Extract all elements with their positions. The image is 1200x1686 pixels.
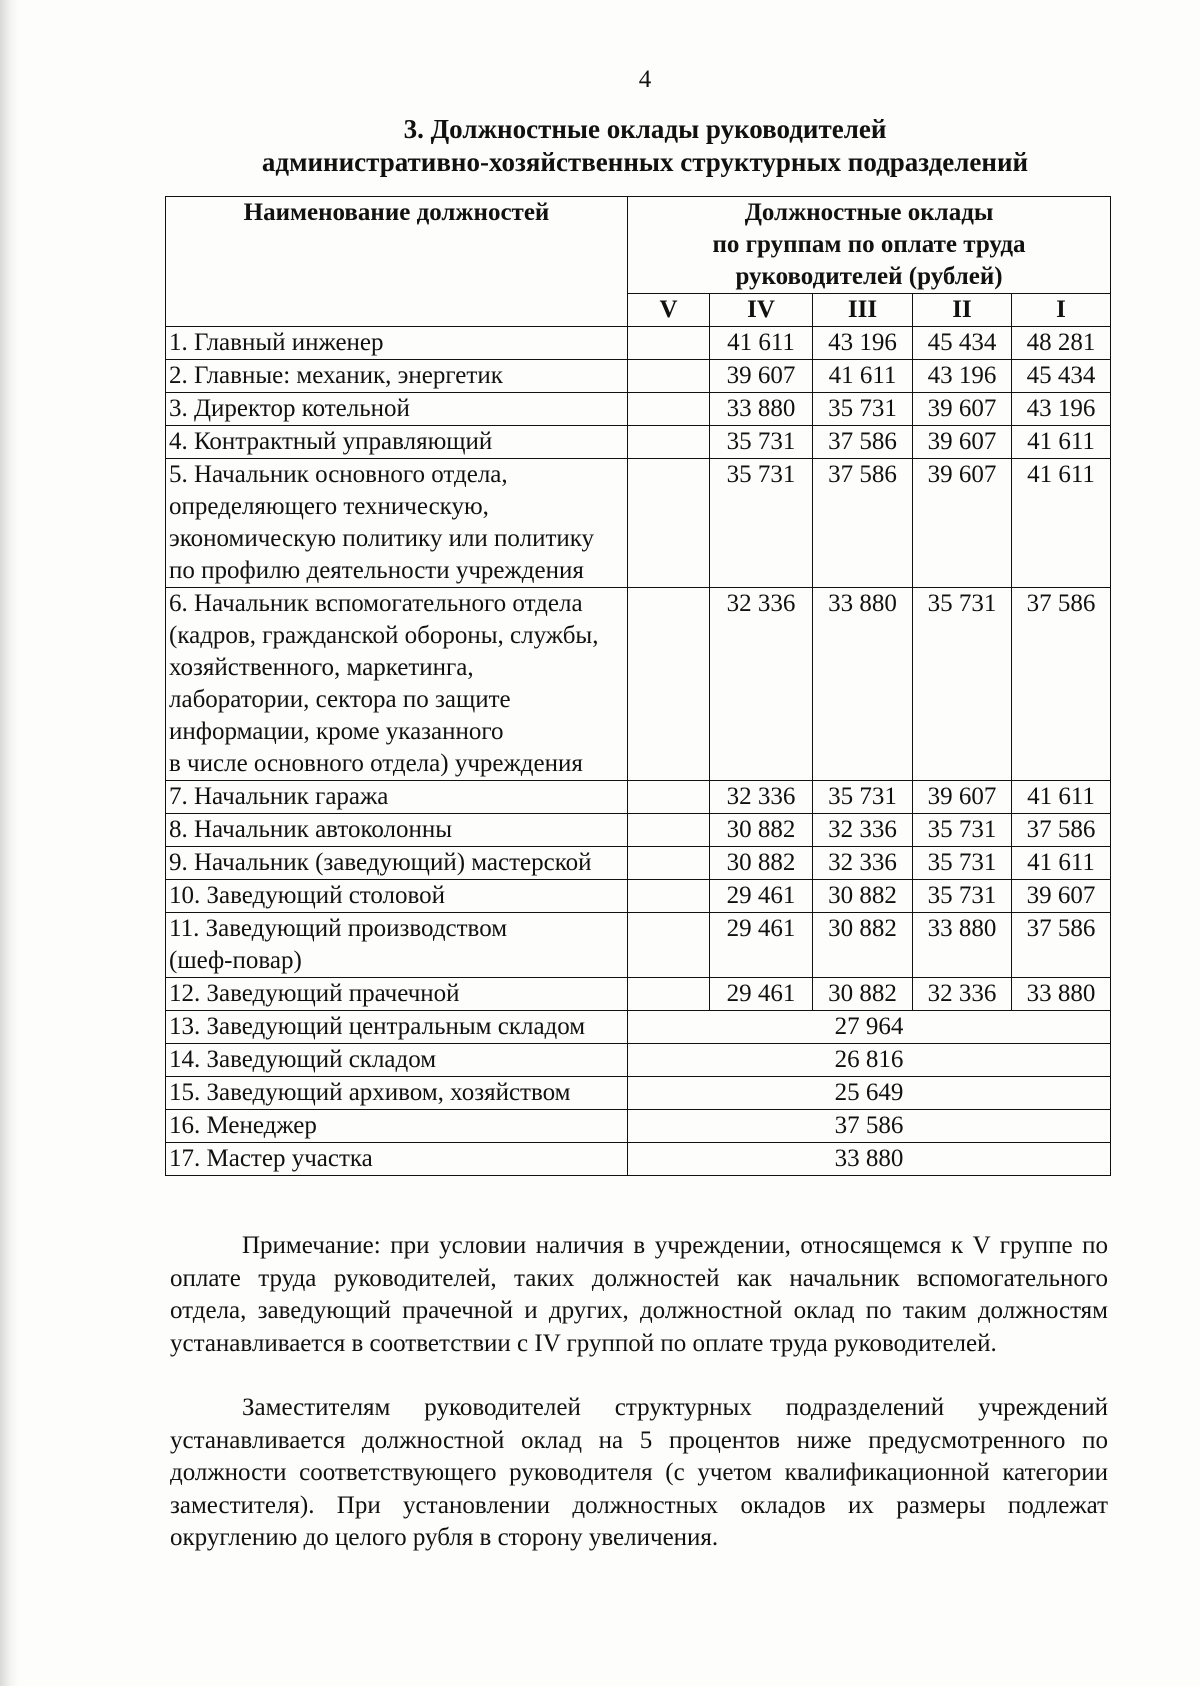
- table-row: [166, 1077, 1111, 1110]
- position-name-line: 6. Начальник вспомогательного отдела: [169, 590, 583, 617]
- position-name-cell: 16. Менеджер: [166, 1110, 628, 1143]
- salary-cell: 39 607: [710, 360, 813, 393]
- salary-cell: [628, 814, 710, 847]
- position-name-line: 1. Главный инженер: [169, 329, 384, 356]
- salary-cell: 32 336: [813, 847, 913, 880]
- table-row: [166, 327, 1111, 360]
- salary-cell: [628, 360, 710, 393]
- salary-cell: 35 731: [813, 393, 913, 426]
- position-name-cell: [166, 781, 628, 814]
- position-name-line: экономическую политику или политику: [169, 525, 595, 552]
- page-number: 4: [638, 66, 652, 93]
- column-header-salaries-line: по группам по оплате труда: [712, 231, 1026, 258]
- position-name-line: 10. Заведующий столовой: [169, 882, 446, 909]
- salary-cell: 35 731: [813, 781, 913, 814]
- table-row: [166, 814, 1111, 847]
- position-name-cell: 14. Заведующий складом: [166, 1044, 628, 1077]
- salary-cell: 37 586: [1012, 913, 1111, 978]
- salary-cell: 39 607: [913, 393, 1012, 426]
- salary-cell: 35 731: [710, 426, 813, 459]
- salary-cell: 35 731: [913, 814, 1012, 847]
- salary-cell: 32 336: [710, 781, 813, 814]
- salary-cell: 33 880: [913, 913, 1012, 978]
- position-name-line: в числе основного отдела) учреждения: [169, 750, 583, 777]
- column-header-salaries-line: руководителей (рублей): [735, 263, 1003, 290]
- salary-cell: 39 607: [913, 459, 1012, 588]
- deputy-note-text: Заместителям руководителей структурных подразделений учреждений устанавливается должностной оклад на 5 процентов ниже предусмотренного по должности соответствующего руководителя (с учетом квалификационной категории заместителя). При установлении должностных окладов их размеры подлежат округлению до целого рубля в сторону увеличения.: [170, 1394, 1108, 1551]
- note-paragraph: [170, 1230, 1108, 1360]
- salary-cell: 37 586: [1012, 814, 1111, 847]
- salary-cell: 37 586: [1012, 588, 1111, 781]
- salary-cell: 33 880: [813, 588, 913, 781]
- table-row: [166, 426, 1111, 459]
- position-name-cell: 13. Заведующий центральным складом: [166, 1011, 628, 1044]
- position-name-cell: [166, 880, 628, 913]
- position-name-line: информации, кроме указанного: [169, 718, 504, 745]
- salary-merged-cell: 33 880: [628, 1143, 1111, 1176]
- position-name-line: (кадров, гражданской обороны, службы,: [169, 622, 599, 649]
- table-row: [166, 781, 1111, 814]
- salary-cell: [628, 913, 710, 978]
- position-name-line: лаборатории, сектора по защите: [169, 686, 511, 713]
- table-header-row: [166, 197, 1111, 294]
- position-name-line: 8. Начальник автоколонны: [169, 816, 453, 843]
- salary-cell: 45 434: [1012, 360, 1111, 393]
- table-row: [166, 913, 1111, 978]
- salary-cell: 37 586: [813, 459, 913, 588]
- page-edge-shadow: [0, 0, 18, 1686]
- salary-cell: 29 461: [710, 880, 813, 913]
- position-name-cell: [166, 327, 628, 360]
- table-row: [166, 360, 1111, 393]
- group-header-i: I: [1012, 294, 1111, 327]
- salary-cell: 41 611: [1012, 426, 1111, 459]
- position-name-line: 3. Директор котельной: [169, 395, 410, 422]
- salary-cell: 32 336: [913, 978, 1012, 1011]
- section-title: [0, 113, 1200, 179]
- salary-cell: 30 882: [813, 913, 913, 978]
- section-title-line-1: 3. Должностные оклады руководителей: [403, 114, 887, 144]
- table-row: [166, 1143, 1111, 1176]
- salary-cell: 37 586: [813, 426, 913, 459]
- position-name-cell: [166, 814, 628, 847]
- salary-cell: [628, 978, 710, 1011]
- position-name-line: 9. Начальник (заведующий) мастерской: [169, 849, 592, 876]
- position-name-line: 7. Начальник гаража: [169, 783, 389, 810]
- salary-cell: 35 731: [913, 847, 1012, 880]
- position-name-line: хозяйственного, маркетинга,: [169, 654, 474, 681]
- salary-cell: 39 607: [913, 426, 1012, 459]
- salary-cell: 43 196: [813, 327, 913, 360]
- salary-cell: 29 461: [710, 978, 813, 1011]
- position-name-line: 4. Контрактный управляющий: [169, 428, 493, 455]
- salary-cell: 32 336: [813, 814, 913, 847]
- salary-cell: 30 882: [813, 978, 913, 1011]
- salary-cell: 43 196: [913, 360, 1012, 393]
- position-name-line: 11. Заведующий производством: [169, 915, 508, 942]
- position-name-cell: [166, 588, 628, 781]
- table-row: [166, 880, 1111, 913]
- salary-cell: 30 882: [710, 847, 813, 880]
- salary-cell: [628, 459, 710, 588]
- salary-cell: 33 880: [1012, 978, 1111, 1011]
- salary-cell: [628, 588, 710, 781]
- position-name-cell: [166, 847, 628, 880]
- group-header-ii: II: [913, 294, 1012, 327]
- position-name-cell: [166, 459, 628, 588]
- salary-cell: [628, 847, 710, 880]
- salary-cell: [628, 880, 710, 913]
- salary-cell: 33 880: [710, 393, 813, 426]
- group-header-v: V: [628, 294, 710, 327]
- table-body: [166, 327, 1111, 1176]
- table-row: [166, 1011, 1111, 1044]
- salary-merged-cell: 37 586: [628, 1110, 1111, 1143]
- note-text: Примечание: при условии наличия в учреждении, относящемся к V группе по оплате труда руководителей, таких должностей как начальник вспомогательного отдела, заведующий прачечной и других, должностной оклад по таким должностям устанавливается в соответствии с IV группой по оплате труда руководителей.: [170, 1232, 1108, 1357]
- salary-cell: 41 611: [813, 360, 913, 393]
- salary-table: [165, 196, 1111, 1176]
- salary-cell: 29 461: [710, 913, 813, 978]
- table-row: [166, 588, 1111, 781]
- position-name-cell: [166, 913, 628, 978]
- position-name-line: (шеф-повар): [169, 947, 302, 974]
- salary-cell: 39 607: [913, 781, 1012, 814]
- position-name-cell: [166, 978, 628, 1011]
- position-name-line: 2. Главные: механик, энергетик: [169, 362, 503, 389]
- salary-cell: 30 882: [710, 814, 813, 847]
- salary-cell: 39 607: [1012, 880, 1111, 913]
- position-name-line: по профилю деятельности учреждения: [169, 557, 584, 584]
- position-name-line: определяющего техническую,: [169, 493, 489, 520]
- salary-cell: 30 882: [813, 880, 913, 913]
- salary-merged-cell: 25 649: [628, 1077, 1111, 1110]
- salary-merged-cell: 26 816: [628, 1044, 1111, 1077]
- position-name-line: 12. Заведующий прачечной: [169, 980, 460, 1007]
- salary-cell: 41 611: [1012, 847, 1111, 880]
- salary-cell: [628, 327, 710, 360]
- table-row: [166, 978, 1111, 1011]
- position-name-cell: 15. Заведующий архивом, хозяйством: [166, 1077, 628, 1110]
- column-header-position: Наименование должностей: [166, 197, 628, 327]
- table-row: [166, 459, 1111, 588]
- table-row: [166, 847, 1111, 880]
- salary-cell: 41 611: [1012, 459, 1111, 588]
- salary-cell: 43 196: [1012, 393, 1111, 426]
- salary-cell: [628, 393, 710, 426]
- group-header-iii: III: [813, 294, 913, 327]
- position-name-cell: 17. Мастер участка: [166, 1143, 628, 1176]
- column-header-salaries: [628, 197, 1111, 294]
- group-header-iv: IV: [710, 294, 813, 327]
- salary-cell: [628, 426, 710, 459]
- salary-cell: 41 611: [710, 327, 813, 360]
- position-name-cell: [166, 393, 628, 426]
- salary-cell: 48 281: [1012, 327, 1111, 360]
- position-name-cell: [166, 360, 628, 393]
- salary-cell: [628, 781, 710, 814]
- salary-merged-cell: 27 964: [628, 1011, 1111, 1044]
- salary-cell: 35 731: [913, 880, 1012, 913]
- salary-cell: 35 731: [913, 588, 1012, 781]
- table-row: [166, 1044, 1111, 1077]
- column-header-salaries-line: Должностные оклады: [744, 199, 994, 226]
- salary-cell: 35 731: [710, 459, 813, 588]
- table-row: [166, 393, 1111, 426]
- salary-cell: 45 434: [913, 327, 1012, 360]
- table-row: [166, 1110, 1111, 1143]
- section-title-line-2: административно-хозяйственных структурных подразделений: [261, 147, 1029, 177]
- salary-cell: 41 611: [1012, 781, 1111, 814]
- deputy-note-paragraph: [170, 1392, 1108, 1555]
- position-name-cell: [166, 426, 628, 459]
- position-name-line: 5. Начальник основного отдела,: [169, 461, 508, 488]
- salary-cell: 32 336: [710, 588, 813, 781]
